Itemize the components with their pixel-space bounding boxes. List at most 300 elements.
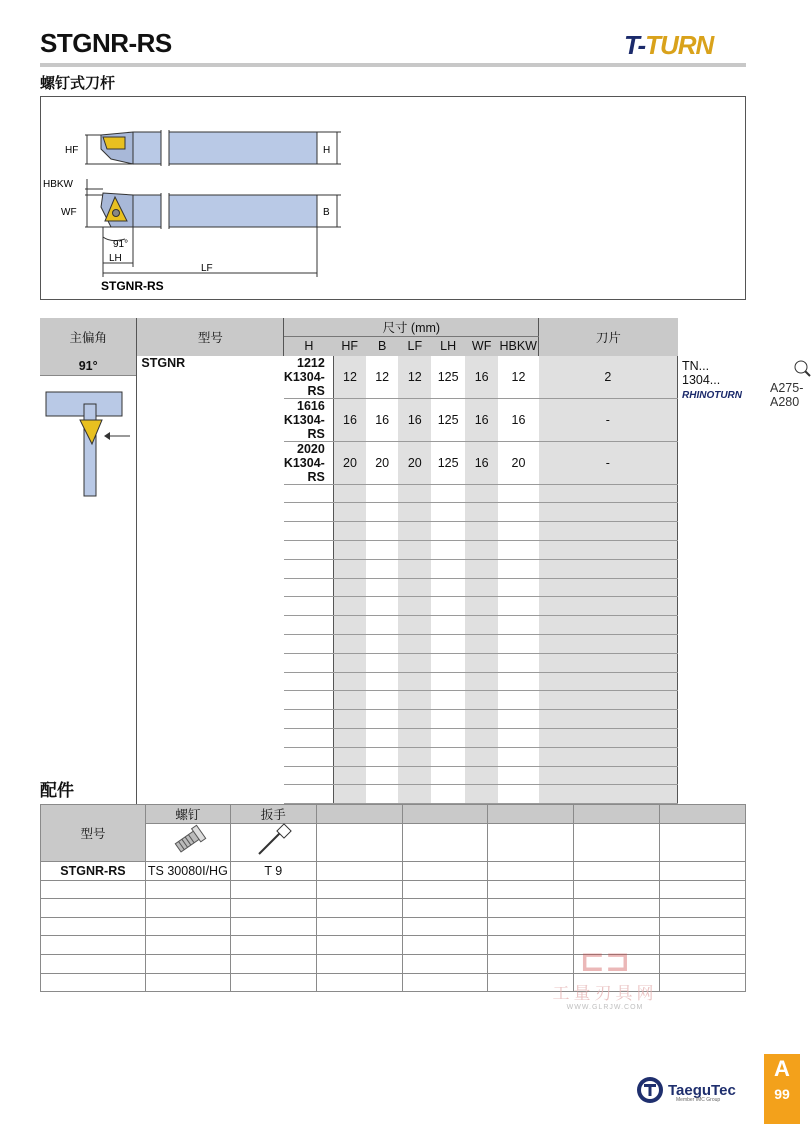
company-name: TaeguTec: [668, 1081, 736, 1099]
acc-empty-cell: [574, 899, 660, 918]
dim-cell-lh: [465, 559, 498, 578]
acc-header-empty: [488, 805, 574, 824]
tool-spec-table: [40, 318, 804, 804]
dim-cell-lh: [465, 484, 498, 503]
label-hbkw: HBKW: [43, 179, 73, 190]
dim-cell-b: [398, 522, 431, 541]
acc-empty-cell: [41, 899, 146, 918]
dim-cell-wf: [498, 540, 538, 559]
dim-cell-hbkw: [539, 503, 678, 522]
dim-cell-hbkw: [539, 653, 678, 672]
dim-cell-b: [398, 484, 431, 503]
dim-cell-lf: [431, 559, 465, 578]
model-code: 1616 K1304-RS: [284, 398, 334, 441]
dim-cell-lh: [465, 672, 498, 691]
dim-cell-hf: [366, 710, 398, 729]
empty-prefix-cell: [137, 728, 284, 747]
dim-cell-b: [398, 691, 431, 710]
acc-empty-cell: [402, 917, 488, 936]
empty-prefix-cell: [137, 540, 284, 559]
table-row: [40, 559, 746, 578]
dim-cell-lh: [465, 522, 498, 541]
magnifier-icon: [792, 359, 812, 377]
dim-cell-hf: 16: [366, 398, 398, 441]
acc-empty-cell: [488, 862, 574, 881]
acc-empty-cell: [145, 954, 230, 973]
dim-cell-wf: [498, 766, 538, 785]
dim-cell-lh: [465, 691, 498, 710]
dim-cell-hf: [366, 747, 398, 766]
dim-cell-wf: 12: [498, 356, 538, 399]
header-dim-hf: HF: [341, 339, 359, 354]
dim-cell-hbkw: [539, 634, 678, 653]
dim-cell-wf: [498, 484, 538, 503]
acc-empty-cell: [230, 899, 316, 918]
dim-cell-lh: [465, 785, 498, 804]
dim-cell-hf: 12: [366, 356, 398, 399]
table-row: [41, 917, 746, 936]
dim-cell-h: [333, 578, 366, 597]
model-code: [284, 785, 334, 804]
model-code: [284, 766, 334, 785]
dim-cell-hbkw: [539, 578, 678, 597]
header-dim-hbkw: HBKW: [498, 337, 538, 356]
acc-empty-cell: [660, 917, 746, 936]
acc-empty-cell: [488, 899, 574, 918]
header-insert: 刀片: [595, 330, 621, 345]
acc-empty-cell: [660, 824, 746, 862]
model-code: [284, 672, 334, 691]
dim-cell-lf: [431, 710, 465, 729]
company-logo: [636, 1076, 736, 1104]
watermark: [535, 944, 675, 1011]
dim-cell-lf: [431, 728, 465, 747]
dim-cell-lf: [431, 691, 465, 710]
dim-cell-lf: [431, 597, 465, 616]
dim-cell-hbkw: [539, 785, 678, 804]
dim-cell-b: [398, 785, 431, 804]
acc-empty-cell: [230, 954, 316, 973]
model-code: [284, 710, 334, 729]
insert-cell: [678, 356, 804, 804]
dim-cell-h: [333, 484, 366, 503]
dim-cell-wf: [498, 728, 538, 747]
dim-cell-lf: [431, 578, 465, 597]
table-row: [40, 710, 746, 729]
dim-cell-wf: [498, 578, 538, 597]
dim-cell-b: [398, 747, 431, 766]
dim-cell-hbkw: [539, 540, 678, 559]
acc-empty-cell: [316, 880, 402, 899]
table-row: [40, 766, 746, 785]
dim-cell-lh: [465, 766, 498, 785]
dim-cell-b: [398, 503, 431, 522]
empty-prefix-cell: [137, 766, 284, 785]
header-dim-h: H: [304, 339, 314, 354]
acc-header-wrench: 扳手: [230, 805, 316, 824]
dim-cell-lh: 16: [465, 398, 498, 441]
dim-cell-h: [333, 634, 366, 653]
dim-cell-hbkw: -: [539, 398, 678, 441]
dim-cell-hf: [366, 653, 398, 672]
logo-part-2: TURN: [645, 30, 714, 60]
model-code: [284, 484, 334, 503]
dim-cell-wf: [498, 653, 538, 672]
acc-empty-cell: [230, 917, 316, 936]
dim-cell-h: [333, 766, 366, 785]
table-row: [40, 728, 746, 747]
model-code: [284, 747, 334, 766]
empty-prefix-cell: [137, 578, 284, 597]
table-row: [40, 653, 746, 672]
table-row: [40, 785, 746, 804]
acc-empty-cell: [488, 917, 574, 936]
table-row: [40, 747, 746, 766]
dim-cell-hf: [366, 522, 398, 541]
acc-empty-cell: [41, 973, 146, 992]
model-code: [284, 653, 334, 672]
dim-cell-hf: [366, 578, 398, 597]
empty-prefix-cell: [137, 597, 284, 616]
dim-cell-wf: [498, 785, 538, 804]
acc-empty-cell: [145, 899, 230, 918]
torx-wrench-icon: [253, 824, 293, 858]
dim-cell-b: [398, 616, 431, 635]
dim-cell-hbkw: -: [539, 441, 678, 484]
acc-empty-cell: [574, 824, 660, 862]
acc-empty-cell: [574, 862, 660, 881]
dim-cell-hf: [366, 503, 398, 522]
dim-cell-hbkw: [539, 559, 678, 578]
dim-cell-hbkw: [539, 747, 678, 766]
dim-cell-lf: 125: [431, 356, 465, 399]
table-row: [40, 522, 746, 541]
page-subtitle: 螺钉式刀杆: [40, 74, 116, 92]
dim-cell-lh: 16: [465, 441, 498, 484]
header-dim-lf: LF: [407, 339, 423, 354]
dim-cell-b: 16: [398, 398, 431, 441]
model-code: [284, 597, 334, 616]
dim-cell-lh: [465, 540, 498, 559]
dim-cell-b: [398, 540, 431, 559]
dim-cell-h: 12: [333, 356, 366, 399]
acc-empty-cell: [660, 899, 746, 918]
dim-cell-wf: 16: [498, 398, 538, 441]
table-row: [41, 880, 746, 899]
dim-cell-h: [333, 672, 366, 691]
label-h: H: [323, 145, 331, 156]
dim-cell-lh: [465, 578, 498, 597]
acc-wrench: T 9: [230, 862, 316, 881]
taegutec-emblem-icon: [636, 1076, 664, 1104]
dim-cell-h: 20: [333, 441, 366, 484]
header-model: 型号: [137, 318, 284, 356]
dim-cell-b: [398, 559, 431, 578]
acc-empty-cell: [145, 917, 230, 936]
label-b: B: [323, 207, 330, 218]
dim-cell-b: [398, 672, 431, 691]
dim-cell-lf: [431, 653, 465, 672]
t-turn-logo: [624, 30, 713, 61]
rhinoturn-logo: RHINOTURN: [682, 389, 742, 401]
dim-cell-wf: [498, 691, 538, 710]
acc-empty-cell: [316, 973, 402, 992]
empty-prefix-cell: [137, 691, 284, 710]
dim-cell-b: 12: [398, 356, 431, 399]
acc-empty-cell: [488, 824, 574, 862]
dim-cell-hbkw: [539, 597, 678, 616]
empty-prefix-cell: [137, 710, 284, 729]
dim-cell-wf: 20: [498, 441, 538, 484]
acc-empty-cell: [316, 824, 402, 862]
dim-cell-lf: [431, 540, 465, 559]
insert-screw: [113, 210, 120, 217]
acc-empty-cell: [660, 862, 746, 881]
table-row: [40, 691, 746, 710]
dim-cell-hbkw: [539, 691, 678, 710]
dim-cell-h: [333, 691, 366, 710]
dim-cell-hbkw: [539, 766, 678, 785]
watermark-logo-icon: ⊏⊐: [579, 944, 631, 979]
table-row: [40, 578, 746, 597]
header-angle: 主偏角: [40, 318, 137, 356]
dim-cell-hbkw: 2: [539, 356, 678, 399]
wrench-image-cell: [230, 824, 316, 862]
acc-header-screw: 螺钉: [145, 805, 230, 824]
dim-cell-hf: [366, 559, 398, 578]
model-code: [284, 691, 334, 710]
acc-empty-cell: [41, 917, 146, 936]
acc-empty-cell: [402, 880, 488, 899]
acc-empty-cell: [316, 862, 402, 881]
drawing-caption: STGNR-RS: [101, 279, 164, 293]
dim-cell-wf: [498, 634, 538, 653]
angle-value: 91°: [40, 356, 136, 376]
model-code: 1212 K1304-RS: [284, 356, 334, 399]
acc-header-empty: [402, 805, 488, 824]
acc-empty-cell: [402, 973, 488, 992]
dim-cell-lh: [465, 728, 498, 747]
table-row: [40, 616, 746, 635]
acc-empty-cell: [316, 936, 402, 955]
dim-cell-h: [333, 616, 366, 635]
acc-empty-cell: [316, 917, 402, 936]
acc-header-empty: [660, 805, 746, 824]
section-letter: A: [774, 1056, 790, 1081]
dim-cell-hf: [366, 540, 398, 559]
dim-cell-hf: 20: [366, 441, 398, 484]
dim-cell-h: [333, 728, 366, 747]
header-dim-lh: LH: [440, 339, 457, 354]
model-code: [284, 616, 334, 635]
dim-cell-lf: 125: [431, 441, 465, 484]
table-row: [40, 503, 746, 522]
insert-code: TN... 1304...: [682, 358, 721, 387]
acc-model: STGNR-RS: [41, 862, 146, 881]
dim-cell-lh: [465, 503, 498, 522]
acc-empty-cell: [402, 936, 488, 955]
dim-cell-wf: [498, 522, 538, 541]
break-gap-top: [161, 130, 169, 166]
label-angle: 91°: [113, 239, 129, 250]
dim-cell-wf: [498, 710, 538, 729]
acc-empty-cell: [316, 954, 402, 973]
table-row: [40, 356, 746, 399]
dim-cell-b: [398, 597, 431, 616]
dim-cell-hbkw: [539, 522, 678, 541]
dim-cell-hf: [366, 766, 398, 785]
acc-empty-cell: [230, 880, 316, 899]
dim-cell-h: [333, 597, 366, 616]
acc-empty-cell: [41, 880, 146, 899]
insert-side-view: [103, 137, 125, 149]
empty-prefix-cell: [137, 503, 284, 522]
empty-prefix-cell: [137, 634, 284, 653]
acc-empty-cell: [41, 936, 146, 955]
model-code: [284, 578, 334, 597]
table-row: [40, 672, 746, 691]
dim-cell-hf: [366, 597, 398, 616]
dim-cell-hf: [366, 691, 398, 710]
acc-empty-cell: [41, 954, 146, 973]
accessories-title: 配件: [40, 781, 74, 801]
dim-cell-hbkw: [539, 728, 678, 747]
table-row: [40, 597, 746, 616]
acc-empty-cell: [402, 954, 488, 973]
dim-cell-h: [333, 653, 366, 672]
acc-empty-cell: [402, 824, 488, 862]
dim-cell-lf: [431, 672, 465, 691]
acc-empty-cell: [488, 880, 574, 899]
dim-cell-wf: [498, 672, 538, 691]
screw-icon: [168, 824, 208, 858]
label-wf: WF: [61, 207, 77, 218]
dim-cell-b: [398, 710, 431, 729]
acc-screw: TS 30080I/HG: [145, 862, 230, 881]
empty-prefix-cell: [137, 747, 284, 766]
dim-cell-lh: [465, 616, 498, 635]
model-code: 2020 K1304-RS: [284, 441, 334, 484]
dim-cell-hf: [366, 484, 398, 503]
dim-cell-lf: [431, 785, 465, 804]
dim-cell-h: [333, 559, 366, 578]
dim-cell-h: 16: [333, 398, 366, 441]
dim-cell-lh: [465, 710, 498, 729]
table-row: [40, 634, 746, 653]
acc-empty-cell: [316, 899, 402, 918]
header-dim-b: B: [377, 339, 387, 354]
tool-orientation-icon: [40, 376, 136, 496]
table-row: [41, 899, 746, 918]
model-code: [284, 503, 334, 522]
dim-cell-hf: [366, 616, 398, 635]
logo-part-1: T-: [624, 30, 646, 60]
dim-cell-wf: [498, 597, 538, 616]
dim-cell-wf: [498, 747, 538, 766]
dim-cell-h: [333, 540, 366, 559]
dim-cell-hf: [366, 634, 398, 653]
angle-cell: [40, 356, 137, 804]
table-row: [40, 484, 746, 503]
page-number: 99: [774, 1086, 790, 1102]
insert-page-ref[interactable]: A275-A280: [770, 380, 804, 409]
dim-cell-lf: [431, 766, 465, 785]
dim-cell-lh: [465, 597, 498, 616]
acc-empty-cell: [660, 880, 746, 899]
dim-cell-hbkw: [539, 616, 678, 635]
model-code: [284, 728, 334, 747]
table-row: [41, 862, 746, 881]
dim-cell-lf: [431, 634, 465, 653]
dim-cell-hbkw: [539, 484, 678, 503]
dim-cell-hf: [366, 672, 398, 691]
dim-cell-lf: 125: [431, 398, 465, 441]
model-code: [284, 634, 334, 653]
label-hf: HF: [65, 145, 79, 156]
dim-cell-h: [333, 785, 366, 804]
dim-cell-hbkw: [539, 672, 678, 691]
acc-header-empty: [316, 805, 402, 824]
model-code: [284, 540, 334, 559]
dim-cell-lh: [465, 653, 498, 672]
empty-prefix-cell: [137, 616, 284, 635]
dim-cell-lh: [465, 747, 498, 766]
dim-cell-hf: [366, 785, 398, 804]
page-title: STGNR-RS: [40, 28, 172, 58]
empty-prefix-cell: [137, 484, 284, 503]
dim-cell-b: [398, 766, 431, 785]
empty-prefix-cell: [137, 522, 284, 541]
table-row: [40, 540, 746, 559]
label-lf: LF: [201, 263, 213, 274]
acc-empty-cell: [402, 862, 488, 881]
acc-empty-cell: [230, 973, 316, 992]
dim-cell-b: [398, 634, 431, 653]
dim-cell-h: [333, 503, 366, 522]
dim-cell-b: [398, 653, 431, 672]
acc-empty-cell: [574, 880, 660, 899]
empty-prefix-cell: [137, 559, 284, 578]
break-gap-bottom: [161, 193, 169, 229]
dim-cell-lh: 16: [465, 356, 498, 399]
title-divider: [40, 63, 746, 67]
label-lh: LH: [109, 253, 122, 264]
model-prefix: STGNR: [141, 355, 186, 370]
dim-cell-lf: [431, 503, 465, 522]
empty-prefix-cell: [137, 672, 284, 691]
dim-cell-hbkw: [539, 710, 678, 729]
screw-image-cell: [145, 824, 230, 862]
acc-empty-cell: [574, 917, 660, 936]
dim-cell-wf: [498, 559, 538, 578]
model-code: [284, 559, 334, 578]
dim-cell-wf: [498, 503, 538, 522]
acc-empty-cell: [402, 899, 488, 918]
tool-drawing: [40, 96, 746, 300]
dim-cell-h: [333, 710, 366, 729]
header-dims: 尺寸 (mm): [284, 318, 539, 337]
acc-header-model: 型号: [41, 805, 146, 862]
dim-cell-h: [333, 747, 366, 766]
dim-cell-lh: [465, 634, 498, 653]
dim-cell-hf: [366, 728, 398, 747]
dim-cell-wf: [498, 616, 538, 635]
dim-cell-lf: [431, 747, 465, 766]
dim-cell-lf: [431, 484, 465, 503]
watermark-text: 工量刃具网: [552, 984, 658, 1004]
company-tagline: Member IMC Group: [676, 1097, 721, 1103]
acc-empty-cell: [230, 936, 316, 955]
